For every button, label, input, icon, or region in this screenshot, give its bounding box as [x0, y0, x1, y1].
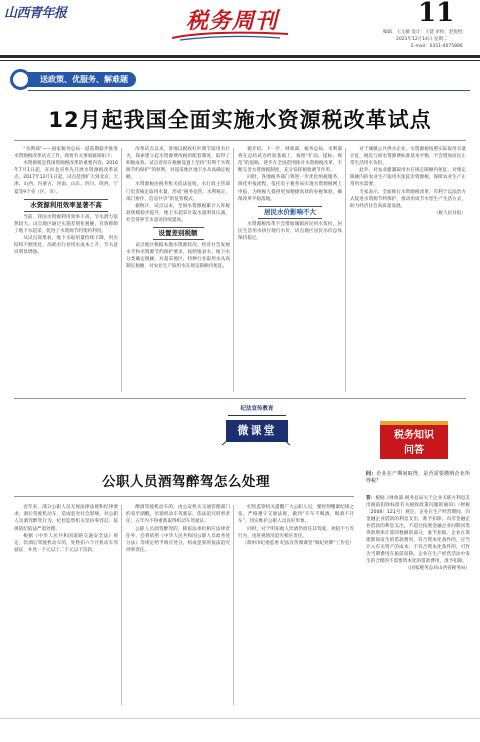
tax-credit: （国家税务总局山西省税务局） [405, 566, 470, 571]
paragraph: 试点地区根据本地水资源状况、经济社会发展水平和水资源节约保护要求，按照地表水、地下水分类确定税额，对超采地区、特种行业取用水从高制定税额，对农业生产取用水在规定限额内免征。 [126, 243, 230, 270]
paper-logo: 山西青年报 [4, 6, 67, 21]
paragraph: 专家表示，全面推行水资源税改革，有利于以法治方式促进水资源节约保护，推动形成节水型生产生活方式，助力经济社会高质量发展。 [350, 189, 466, 209]
paragraph: 水资源税改革不会增加城镇居民用水负担，居民生活用水执行现行水价，试点地区居民水价总体保持稳定。 [238, 221, 342, 241]
paragraph: 从试点效果看，地下水取用量持续下降，用水结构不断优化，高耗水行业用水成本上升，节水意识明显增强。 [14, 235, 118, 256]
tax-title-line: 问答 [404, 445, 424, 456]
logo-swoosh-icon [170, 28, 290, 42]
date-line: 2021年12月14日 星期二 [396, 37, 448, 42]
second-headline: 公职人员酒驾醉驾怎么处理 [102, 474, 270, 490]
masthead-rule-thin [0, 60, 480, 61]
subheading [126, 227, 230, 240]
column-divider [121, 148, 122, 392]
paragraph: 近年来，部分公职人员无视法律法规和纪律要求，酒后驾驶机动车，造成恶劣社会影响。对公职人员酒驾醉驾行为，纪检监察机关坚持零容忍，依规依纪依法严肃处理。 [14, 505, 118, 532]
second-article-column-1 [14, 504, 118, 708]
masthead [0, 0, 480, 64]
footer-rule [0, 718, 480, 719]
paragraph: 根据《中华人民共和国道路交通安全法》规定，饮酒后驾驶机动车的，处暂扣六个月机动车驾驶证，并处一千元以上二千元以下罚款。 [14, 533, 118, 554]
section-title: 税务周刊 [186, 8, 279, 34]
badge-main-label: 微课堂 [226, 420, 288, 442]
article-column-1 [14, 146, 118, 392]
question-text: 企业在产期间取得，是否需要缴纳企业所得税？ [366, 471, 470, 485]
contact-line: E-mail：0351-4075886 [411, 44, 463, 49]
column-tag: 送政策、优服务、解难题 [28, 72, 136, 87]
paragraph: 此外，对农业灌溉取用水在规定限额内免征，对规定限额内的农业生产取用水免征水资源税，保障农业生产正常用水需要。 [350, 168, 466, 188]
byline: （郑州市纪委监委 纪法宣传微课堂“阅纪亮牌”工作室） [242, 541, 354, 547]
tax-title-line: 税务知识 [394, 430, 434, 441]
main-headline: 12月起我国全面实施水资源税改革试点 [48, 108, 432, 132]
tag-ring-icon [10, 69, 31, 90]
micro-class-badge [220, 403, 292, 457]
paragraph: 据统计，试点以来，全国水资源税累计入库税款规模稳步提升，地下水超采区取水量明显压减，社会各界节水意识持续提高。 [126, 203, 230, 223]
paragraph: 水资源税由税务机关依法征收，水行政主管部门负责核定取用水量，形成“税务征管、水利核定、部门协作、信息共享”的征管模式。 [126, 182, 230, 202]
second-article-column-2 [126, 504, 230, 708]
paragraph: 纪检监察机关提醒广大公职人员，要时刻绷紧纪律之弦，严格遵守交通法规，做到“开车不喝酒，喝酒不开车”，切实维护公职人员良好形象。 [238, 505, 354, 525]
tag-underline [28, 90, 470, 91]
subheading-text: 居民水价影响不大 [258, 206, 322, 219]
column-divider [345, 148, 346, 392]
column-divider [121, 505, 122, 705]
answer-text: 根据《财政部 税务总局关于企业关联方利息支出税前扣除标准有关税收政策问题的通知》（财税〔2008〕121号）规定，企业在生产经营期间，向金融企业借款的利息支出，准予扣除。向非金融企业借款的利息支出，不超过按照金融企业同期同类贷款利率计算的数额的部分，准予扣除。企业在筹建期间发生的借款费用，符合资本化条件的，应当计入有关资产的成本；不符合资本化条件的，可作为当期费用在税前扣除。企业在生产经营活动中发生的合理的不需要资本化的借款费用，准予扣除。 [366, 496, 470, 564]
tax-qa-box [366, 399, 470, 709]
tax-answer [366, 495, 470, 705]
paragraph: 当前，我国水资源利用效率不高，节水潜力依然较大。试点地区通过实施差别化税额，有效抑制了地下水超采，促进了水资源节约集约利用。 [14, 214, 118, 234]
headline-rule [14, 140, 466, 141]
paragraph: 同时，对于明知他人饮酒仍放任其驾驶、劝阻不力等行为，也将视情况追究相应责任。 [238, 526, 354, 539]
subheading-text: 水资源利用效率显著不高 [24, 199, 108, 212]
paragraph: “水利部”——国家税务总局一道前期稳步推进水资源税改革试点工作，现将有关事项通知如下： [14, 147, 118, 160]
badge-top-label: 纪法宣传教育 [228, 403, 286, 416]
answer-mark-label: 答： [366, 496, 376, 501]
subheading [14, 199, 118, 212]
paragraph: 改革试点以来，各地以税收杠杆调节取用水行为，探索建立起水资源费改税的配套制度，取得了积极成效。试点省份在税额设置上坚持“有利于水资源节约保护”的原则，对超采地区地下水从高确定税额。 [126, 147, 230, 181]
subheading-text: 设置差别税额 [153, 227, 204, 240]
paragraph: 水资源税是我国资源税改革的重要内容。2016年7月1日起，在河北省率先开展水资源税改革试点，2017年12月1日起，试点范围扩大到北京、天津、山西、内蒙古、河南、山东、四川、陕西、宁夏等9个省（区、市）。 [14, 161, 118, 195]
headline-rule [14, 496, 354, 497]
paragraph: 醉酒驾驶机动车的，由公安机关交通管理部门约束至酒醒，吊销机动车驾驶证，依法追究刑事责任；五年内不得重新取得机动车驾驶证。 [126, 505, 230, 525]
paragraph: 公职人员酒驾醉驾的，除依法承担相应法律责任外，还将依照《中华人民共和国公职人员政务处分法》等规定给予相应处分，构成犯罪的依法追究刑事责任。 [126, 526, 230, 554]
byline: （税人民日报） [433, 210, 466, 216]
question-mark-label: 问： [366, 471, 377, 477]
page-number: 11 [418, 0, 455, 28]
column-divider [233, 148, 234, 392]
article-column-4 [350, 146, 466, 392]
subheading [238, 206, 342, 219]
masthead-rule [0, 55, 480, 58]
paragraph: 同时，各地税务部门将进一步优化纳税服务，简化申报流程，依托电子税务局实现水资源税网上申报，为纳税人提供更加便捷高效的办税体验，确保改革平稳落地。 [238, 175, 342, 202]
tax-title [380, 425, 448, 459]
article-column-2 [126, 146, 230, 392]
paragraph: 据介绍，下一步，财政部、税务总局、水利部将在总结试点经验基础上，按照“扩面、提标、规范”的思路，逐步在全国范围推开水资源税改革，不断完善水资源税制度，充分发挥税收调节作用。 [238, 147, 342, 174]
second-article-column-3 [238, 504, 354, 708]
tax-question [366, 471, 470, 486]
paragraph: 对于城镇公共供水企业，水资源税按照实际取用水量计征，税负与原水资源费标准基本平衡，不会增加居民正常生活用水负担。 [350, 147, 466, 167]
column-divider [233, 505, 234, 705]
article-column-3 [238, 146, 342, 392]
editor-line: 编辑：王文敏 设计：王建 审校：赵悦悦 [383, 30, 463, 35]
